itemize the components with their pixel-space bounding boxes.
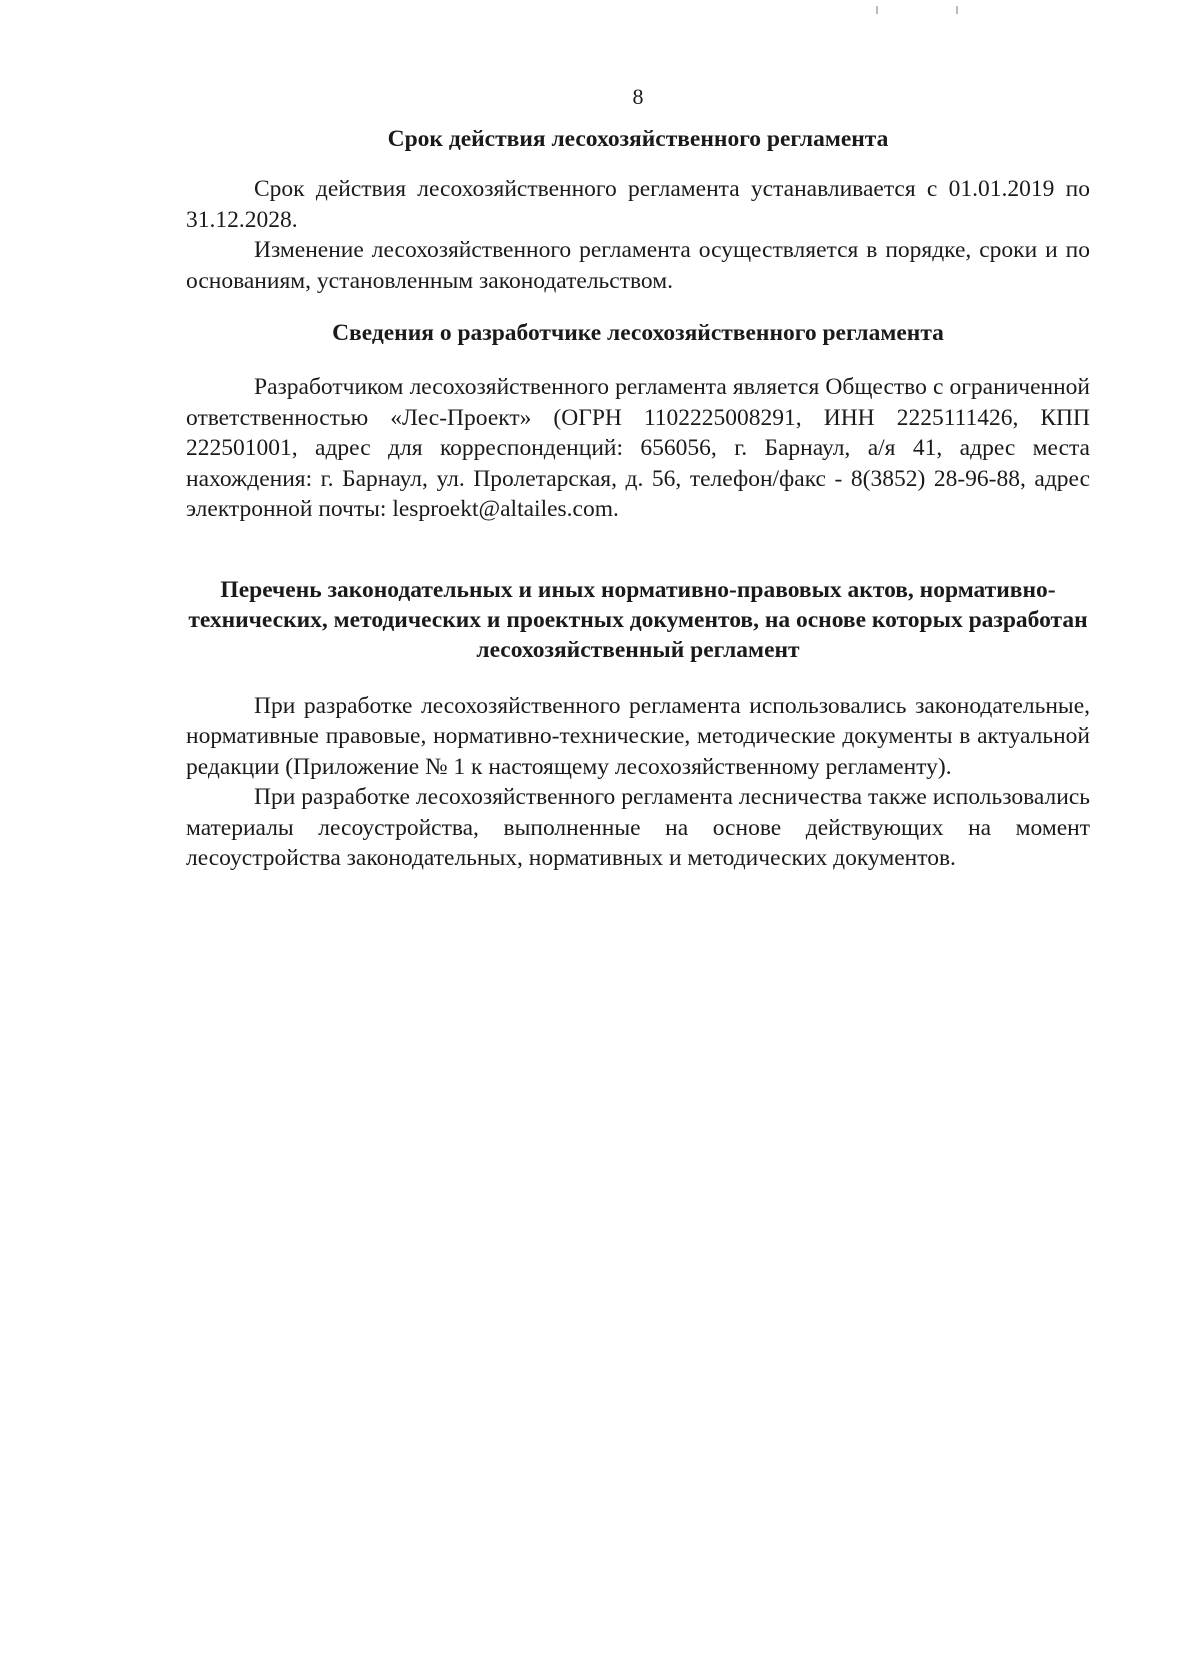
scan-artifact bbox=[876, 6, 878, 14]
document-body bbox=[186, 124, 1090, 874]
scan-artifact bbox=[956, 6, 958, 14]
paragraph-developer-info: Разработчиком лесохозяйственного регламента является Общество с ограниченной ответственностью «Лес-Проект» (ОГРН 1102225008291, ИНН 2225111426, КПП 222501001, адрес для корреспонденций: 656056, г. Барнаул, а/я 41, адрес места нахождения: г. Барнаул, ул. Пролетарская, д. 56, телефон/факс - 8(3852) 28-96-88, адрес электронной почты: lesproekt@altailes.com. bbox=[186, 374, 1090, 522]
paragraph-legal-acts-used: При разработке лесохозяйственного регламента использовались законодательные, нормативные правовые, нормативно-технические, методические документы в актуальной редакции (Приложение № 1 к настоящему лесохозяйственному регламенту). bbox=[186, 692, 1090, 780]
section-heading-term: Срок действия лесохозяйственного регламента bbox=[387, 126, 889, 152]
paragraph-term-change: Изменение лесохозяйственного регламента осуществляется в порядке, сроки и по основаниям, установленным законодательством. bbox=[186, 237, 1090, 294]
paragraph-term-period: Срок действия лесохозяйственного регламента устанавливается с 01.01.2019 по 31.12.2028. bbox=[186, 176, 1090, 233]
page-number: 8 bbox=[632, 84, 644, 109]
section-heading-legal-acts: Перечень законодательных и иных нормативно-правовых актов, нормативно-технических, методических и проектных документов, на основе которых разработан лесохозяйственный регламент bbox=[188, 576, 1088, 663]
paragraph-forest-inventory-materials: При разработке лесохозяйственного регламента лесничества также использовались материалы лесоустройства, выполненные на основе действующих на момент лесоустройства законодательных, нормативных и методических документов. bbox=[186, 784, 1090, 871]
section-heading-developer: Сведения о разработчике лесохозяйственного регламента bbox=[332, 320, 944, 346]
